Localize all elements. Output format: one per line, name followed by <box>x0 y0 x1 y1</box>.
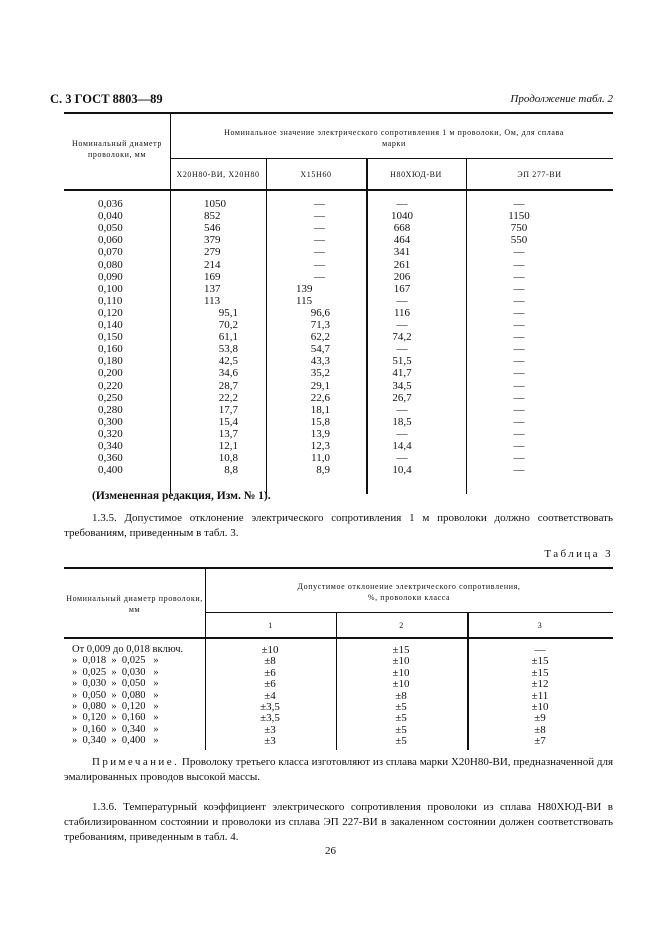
tolerance-cell: ±5 <box>395 723 407 736</box>
tolerance-cell: ±3,5 <box>260 701 280 713</box>
diameter-cell: 0,220 <box>98 379 123 392</box>
value-cell: 18,1 <box>310 403 330 416</box>
diameter-cell: 0,280 <box>98 403 123 416</box>
table-row <box>64 416 613 428</box>
value-cell: — <box>513 464 525 477</box>
value-cell: 464 <box>393 234 411 247</box>
diameter-cell: 0,080 <box>98 258 123 271</box>
table-row <box>64 259 613 271</box>
value-cell: 18,5 <box>392 415 412 428</box>
column-header-alloy-3: Н80ХЮД-ВИ <box>390 170 442 179</box>
value-cell: 22,6 <box>310 391 330 404</box>
table-row <box>64 724 613 736</box>
tolerance-cell: ±3 <box>264 723 276 736</box>
value-cell: 61,1 <box>218 331 238 344</box>
table-row <box>64 355 613 367</box>
tolerance-cell: ±6 <box>264 678 276 691</box>
table-row <box>64 678 613 690</box>
value-cell: 96,6 <box>310 306 330 319</box>
table-row <box>64 712 613 724</box>
value-cell: — <box>396 452 408 465</box>
diameter-cell: 0,140 <box>98 319 123 331</box>
value-cell: 137 <box>204 282 221 295</box>
diameter-cell: 0,150 <box>98 331 123 344</box>
table-row <box>64 701 613 713</box>
value-cell: — <box>396 427 408 440</box>
tolerance-cell: ±10 <box>392 678 410 691</box>
resistance-table <box>64 112 613 494</box>
value-cell: — <box>513 343 525 356</box>
table-row <box>64 367 613 379</box>
tolerance-cell: ±5 <box>395 735 407 748</box>
value-cell: — <box>396 403 408 416</box>
diameter-cell: 0,070 <box>98 246 123 259</box>
diameter-cell: 0,120 <box>98 306 123 319</box>
value-cell: — <box>314 270 325 283</box>
column-header-diameter: Номинальный диаметр проволоки, мм <box>72 139 162 159</box>
value-cell: — <box>513 403 525 416</box>
value-cell: 14,4 <box>392 440 412 452</box>
value-cell: — <box>314 198 325 210</box>
value-cell: 15,8 <box>310 415 330 428</box>
value-cell: 116 <box>393 306 411 319</box>
value-cell: — <box>396 294 408 307</box>
diameter-cell: 0,250 <box>98 391 123 404</box>
value-cell: — <box>513 198 525 210</box>
tolerance-cell: ±10 <box>392 655 410 668</box>
table-row <box>64 198 613 210</box>
value-cell: — <box>513 306 525 319</box>
column-header-diameter: Номинальный диаметр проволоки, мм <box>66 594 203 614</box>
value-cell: — <box>513 427 525 440</box>
tolerance-cell: — <box>534 644 546 656</box>
diameter-cell: 0,160 <box>98 343 123 356</box>
value-cell: 115 <box>296 294 313 307</box>
value-cell: 668 <box>393 222 411 235</box>
table-continuation-label: Продолжение табл. 2 <box>510 93 613 105</box>
diameter-cell: 0,036 <box>98 198 123 210</box>
tolerance-cell: ±10 <box>392 666 410 679</box>
table-row <box>64 440 613 452</box>
value-cell: — <box>513 294 525 307</box>
column-group-header: Номинальное значение электрического сопротивления 1 м проволоки, Ом, для сплава марки <box>224 128 564 148</box>
table-row <box>64 222 613 234</box>
value-cell: — <box>513 415 525 428</box>
note-text: Проволоку третьего класса изготовляют из сплава марки Х20Н80-ВИ, предназначенной для эмалированных проводов высокой массы. <box>64 756 613 783</box>
tolerance-cell: ±11 <box>531 689 549 702</box>
table-row <box>64 392 613 404</box>
table-3-label: Таблица 3 <box>544 548 613 560</box>
value-cell: — <box>314 210 325 223</box>
tolerance-table <box>64 567 613 750</box>
value-cell: — <box>513 331 525 344</box>
diameter-cell: 0,200 <box>98 367 123 380</box>
diameter-range-cell: » 0,050 » 0,080 » <box>72 689 159 701</box>
column-header-alloy-2: Х15Н60 <box>300 170 332 179</box>
table-row <box>64 644 613 656</box>
value-cell: 51,5 <box>392 355 412 368</box>
value-cell: 29,1 <box>310 379 330 392</box>
tolerance-cell: ±4 <box>264 689 276 702</box>
value-cell: — <box>513 258 525 271</box>
diameter-cell: 0,050 <box>98 222 123 235</box>
value-cell: — <box>314 246 325 259</box>
value-cell: 169 <box>204 270 221 283</box>
value-cell: 546 <box>204 222 221 235</box>
diameter-cell: 0,360 <box>98 452 123 465</box>
diameter-range-cell: » 0,080 » 0,120 » <box>72 701 159 712</box>
tolerance-cell: ±12 <box>531 678 549 691</box>
value-cell: 1050 <box>204 198 226 210</box>
diameter-range-cell: От 0,009 до 0,018 включ. <box>72 644 184 655</box>
tolerance-cell: ±15 <box>392 644 410 656</box>
value-cell: 41,7 <box>392 367 412 380</box>
value-cell: 71,3 <box>310 319 330 331</box>
value-cell: 62,2 <box>310 331 330 344</box>
note-label: Примечание. <box>92 756 180 768</box>
tolerance-cell: ±15 <box>531 655 549 668</box>
value-cell: — <box>513 440 525 452</box>
divider <box>170 158 613 159</box>
tolerance-cell: ±3 <box>264 735 276 748</box>
table-row <box>64 655 613 667</box>
tolerance-cell: ±3,5 <box>260 712 280 725</box>
value-cell: 750 <box>510 222 528 235</box>
value-cell: 8,8 <box>224 464 238 477</box>
value-cell: 43,3 <box>310 355 330 368</box>
table-row <box>64 735 613 747</box>
table-row <box>64 331 613 343</box>
paragraph-1-3-6: 1.3.6. Температурный коэффициент электрического сопротивления проволоки из сплава Н80ХЮД-ВИ в стабилизированном состоянии и проволоки из сплава ЭП 227-ВИ в закаленном состоянии должен соответствовать требованиям, приведенным в табл. 4. <box>64 801 613 843</box>
diameter-range-cell: » 0,030 » 0,050 » <box>72 678 159 690</box>
value-cell: — <box>513 391 525 404</box>
table-row <box>64 319 613 331</box>
paragraph-1-3-5: 1.3.5. Допустимое отклонение электрического сопротивления 1 м проволоки должно соответствовать требованиям, приведенным в табл. 3. <box>64 512 613 539</box>
divider <box>205 612 613 613</box>
value-cell: — <box>513 452 525 465</box>
value-cell: 12,1 <box>218 440 238 452</box>
value-cell: — <box>314 222 325 235</box>
column-header-class-1: 1 <box>268 621 273 630</box>
diameter-range-cell: » 0,160 » 0,340 » <box>72 723 159 735</box>
column-group-header: Допустимое отклонение электрического сопротивления, %, проволоки класса <box>297 582 521 602</box>
value-cell: — <box>396 198 408 210</box>
diameter-cell: 0,400 <box>98 464 123 477</box>
value-cell: 279 <box>204 246 221 259</box>
tolerance-cell: ±10 <box>261 644 279 656</box>
amendment-note: (Измененная редакция, Изм. № 1). <box>92 490 271 502</box>
value-cell: — <box>513 270 525 283</box>
diameter-range-cell: » 0,018 » 0,025 » <box>72 655 159 667</box>
table-row <box>64 404 613 416</box>
value-cell: 35,2 <box>310 367 330 380</box>
value-cell: 1040 <box>391 210 413 223</box>
value-cell: 8,9 <box>316 464 330 477</box>
table-row <box>64 210 613 222</box>
divider <box>64 637 613 639</box>
table-row <box>64 271 613 283</box>
diameter-cell: 0,340 <box>98 440 123 452</box>
value-cell: 10,4 <box>392 464 412 477</box>
value-cell: 70,2 <box>218 319 238 331</box>
table-row <box>64 234 613 246</box>
value-cell: 17,7 <box>218 403 238 416</box>
diameter-cell: 0,320 <box>98 427 123 440</box>
value-cell: — <box>314 258 325 271</box>
value-cell: — <box>513 319 525 331</box>
tolerance-cell: ±9 <box>534 712 546 725</box>
page-number: 26 <box>325 845 336 857</box>
value-cell: 15,4 <box>218 415 238 428</box>
tolerance-cell: ±8 <box>534 723 546 736</box>
value-cell: 214 <box>204 258 221 271</box>
tolerance-cell: ±10 <box>531 701 549 713</box>
diameter-range-cell: » 0,120 » 0,160 » <box>72 712 159 724</box>
value-cell: 12,3 <box>310 440 330 452</box>
table-row <box>64 283 613 295</box>
diameter-cell: 0,060 <box>98 234 123 247</box>
divider <box>64 189 613 191</box>
diameter-cell: 0,090 <box>98 270 123 283</box>
value-cell: — <box>314 234 325 247</box>
table-row <box>64 246 613 258</box>
value-cell: 139 <box>296 282 313 295</box>
diameter-cell: 0,180 <box>98 355 123 368</box>
table-row <box>64 690 613 702</box>
table-row <box>64 307 613 319</box>
value-cell: 11,0 <box>311 452 330 465</box>
diameter-cell: 0,300 <box>98 415 123 428</box>
column-header-class-2: 2 <box>399 621 404 630</box>
tolerance-cell: ±5 <box>395 701 407 713</box>
tolerance-cell: ±6 <box>264 666 276 679</box>
tolerance-cell: ±7 <box>534 735 546 748</box>
table-row <box>64 343 613 355</box>
value-cell: 34,6 <box>218 367 238 380</box>
value-cell: 54,7 <box>310 343 330 356</box>
value-cell: 113 <box>204 294 221 307</box>
value-cell: 261 <box>393 258 411 271</box>
tolerance-cell: ±15 <box>531 666 549 679</box>
diameter-range-cell: » 0,340 » 0,400 » <box>72 735 159 747</box>
value-cell: 852 <box>204 210 221 223</box>
diameter-cell: 0,110 <box>98 294 123 307</box>
value-cell: 1150 <box>508 210 530 223</box>
value-cell: 26,7 <box>392 391 412 404</box>
value-cell: — <box>513 379 525 392</box>
value-cell: 74,2 <box>392 331 412 344</box>
value-cell: — <box>513 246 525 259</box>
value-cell: — <box>513 367 525 380</box>
table-row <box>64 464 613 476</box>
diameter-cell: 0,100 <box>98 282 123 295</box>
page-header: С. 3 ГОСТ 8803—89 <box>50 92 163 106</box>
value-cell: 42,5 <box>218 355 238 368</box>
tolerance-cell: ±5 <box>395 712 407 725</box>
value-cell: — <box>513 355 525 368</box>
tolerance-cell: ±8 <box>395 689 407 702</box>
value-cell: 206 <box>393 270 411 283</box>
table-row <box>64 452 613 464</box>
value-cell: 167 <box>393 282 411 295</box>
table-row <box>64 428 613 440</box>
value-cell: — <box>513 282 525 295</box>
value-cell: 550 <box>510 234 528 247</box>
column-header-alloy-4: ЭП 277-ВИ <box>517 170 562 179</box>
value-cell: 10,8 <box>218 452 238 465</box>
diameter-cell: 0,040 <box>98 210 123 223</box>
table-row <box>64 295 613 307</box>
value-cell: 53,8 <box>218 343 238 356</box>
tolerance-cell: ±8 <box>264 655 276 668</box>
value-cell: 341 <box>393 246 411 259</box>
value-cell: 28,7 <box>218 379 238 392</box>
value-cell: 379 <box>204 234 221 247</box>
column-header-class-3: 3 <box>537 621 543 630</box>
column-header-alloy-1: Х20Н80-ВИ, Х20Н80 <box>176 170 260 179</box>
value-cell: 22,2 <box>218 391 238 404</box>
value-cell: — <box>396 343 408 356</box>
value-cell: — <box>396 319 408 331</box>
value-cell: 95,1 <box>218 306 238 319</box>
value-cell: 13,9 <box>310 427 330 440</box>
value-cell: 13,7 <box>218 427 238 440</box>
table-note <box>64 755 613 785</box>
table-row <box>64 380 613 392</box>
table-row <box>64 667 613 679</box>
diameter-range-cell: » 0,025 » 0,030 » <box>72 666 159 678</box>
value-cell: 34,5 <box>392 379 412 392</box>
